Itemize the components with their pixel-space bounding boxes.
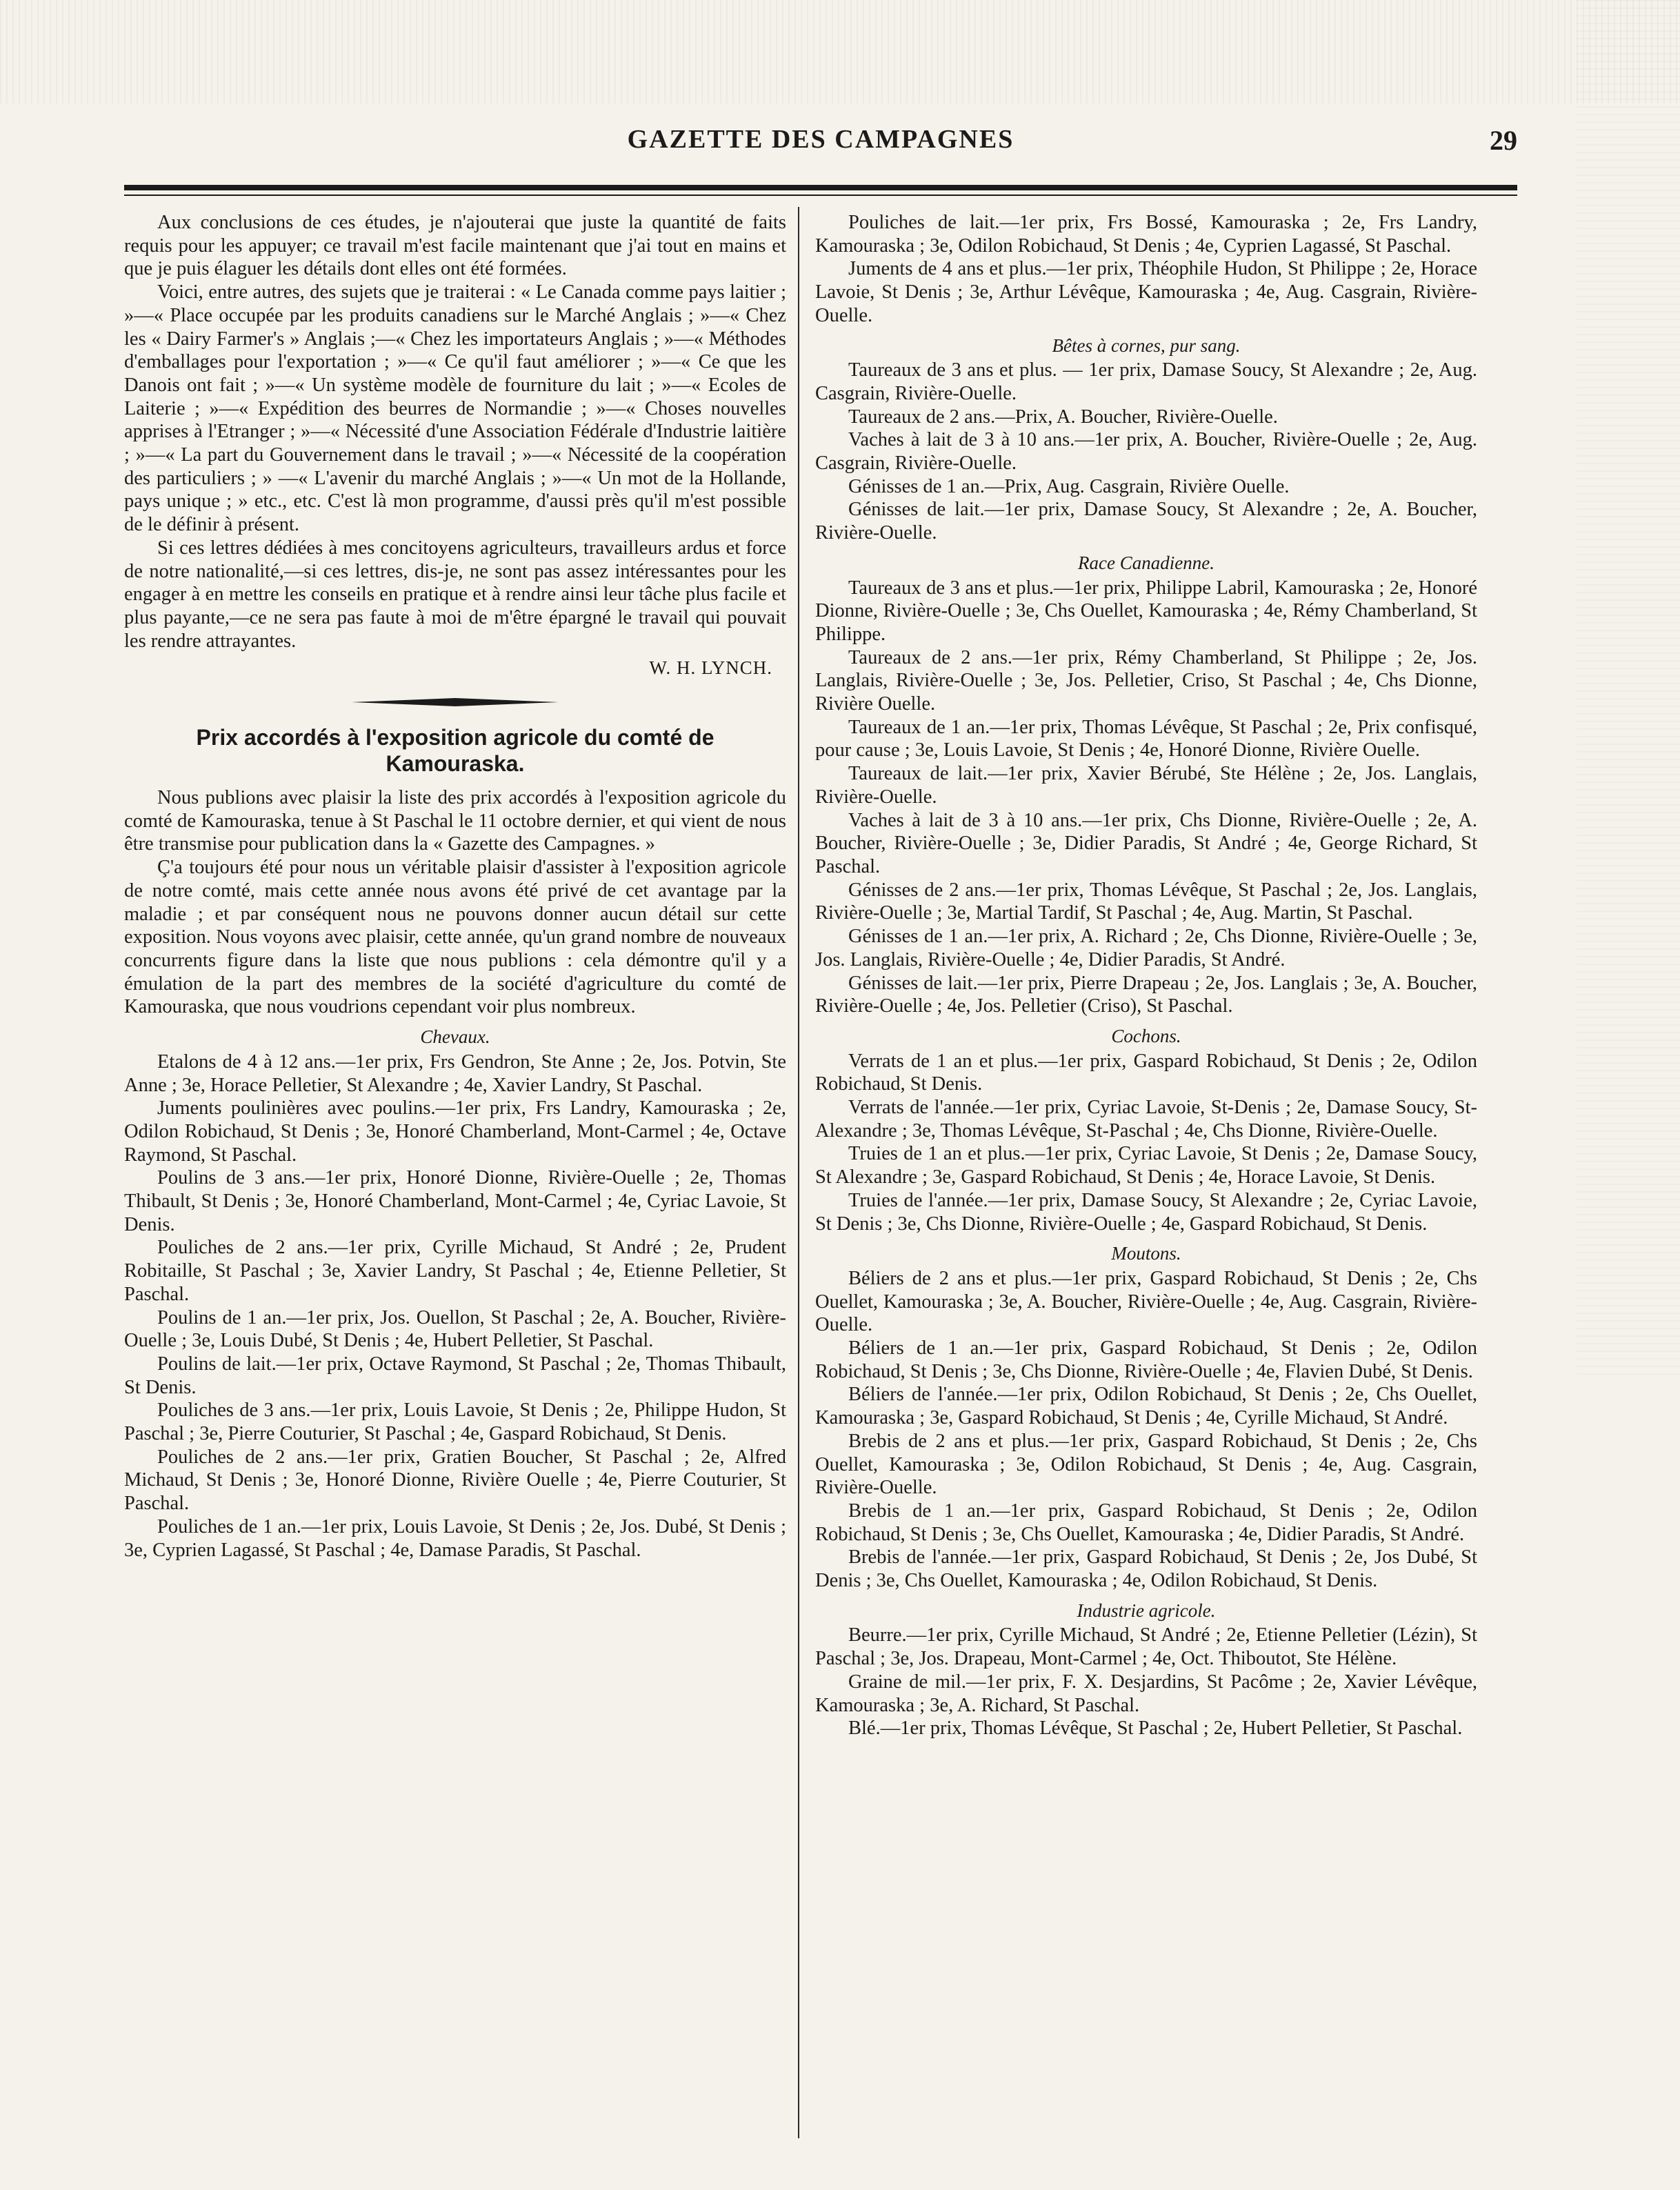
prize-entry: Béliers de 2 ans et plus.—1er prix, Gaspard Robichaud, St Denis ; 2e, Chs Ouellet, Kamouraska ; 3e, A. Boucher, Rivière-Ouelle ; 4e, Aug. Casgrain, Rivière-Ouelle. [815, 1267, 1477, 1336]
paragraph: Aux conclusions de ces études, je n'ajouterai que juste la quantité de faits requis pour les appuyer; ce travail m'est facile maintenant que j'ai tout en mains et que je puis élaguer les détails dont elles ont été formées. [124, 212, 786, 280]
prize-entry: Juments de 4 ans et plus.—1er prix, Théophile Hudon, St Philippe ; 2e, Horace Lavoie, St Denis ; 3e, Arthur Lévêque, Kamouraska ; 4e, Aug. Casgrain, Rivière-Ouelle. [815, 258, 1477, 326]
prize-entry: Truies de l'année.—1er prix, Damase Soucy, St Alexandre ; 2e, Cyriac Lavoie, St Denis ; 3e, Chs Dionne, Rivière-Ouelle ; 4e, Gaspard Robichaud, St Denis. [815, 1189, 1477, 1235]
print-speckle-top [0, 0, 1680, 103]
page-header [124, 124, 1517, 166]
article-title: Prix accordés à l'exposition agricole du comté de Kamouraska. [196, 725, 714, 777]
prize-entry: Béliers de l'année.—1er prix, Odilon Robichaud, St Denis ; 2e, Chs Ouellet, Kamouraska ; 3e, Gaspard Robichaud, St Denis ; 4e, Cyrille Michaud, St André. [815, 1384, 1477, 1429]
prize-entry: Pouliches de 3 ans.—1er prix, Louis Lavoie, St Denis ; 2e, Philippe Hudon, St Paschal ; 3e, Pierre Couturier, St Paschal ; 4e, Gaspard Robichaud, St Denis. [124, 1400, 786, 1445]
section-heading-moutons: Moutons. [1111, 1243, 1181, 1264]
right-column [815, 211, 1477, 1740]
prize-entry: Pouliches de 1 an.—1er prix, Louis Lavoie, St Denis ; 2e, Jos. Dubé, St Denis ; 3e, Cyprien Lagassé, St Paschal ; 4e, Damase Paradis, St Paschal. [124, 1515, 786, 1561]
prize-entry: Taureaux de 3 ans et plus.—1er prix, Philippe Labril, Kamouraska ; 2e, Honoré Dionne, Rivière-Ouelle ; 3e, Chs Ouellet, Kamouraska ; 4e, Rémy Chamberland, St Philippe. [815, 577, 1477, 645]
paragraph: Nous publions avec plaisir la liste des prix accordés à l'exposition agricole du comté de Kamouraska, tenue à St Paschal le 11 octobre dernier, et qui vient de nous être transmise pour publication dans la « Gazette des Campagnes. » [124, 787, 786, 855]
section-heading-chevaux: Chevaux. [420, 1026, 490, 1048]
newspaper-title: GAZETTE DES CAMPAGNES [627, 125, 1014, 154]
prize-entry: Génisses de 2 ans.—1er prix, Thomas Lévêque, St Paschal ; 2e, Jos. Langlais, Rivière-Ouelle ; 3e, Martial Tardif, St Paschal ; 4e, Aug. Martin, St Paschal. [815, 879, 1477, 924]
prize-entry: Pouliches de 2 ans.—1er prix, Cyrille Michaud, St André ; 2e, Prudent Robitaille, St Paschal ; 3e, Xavier Landry, St Paschal ; 4e, Etienne Pelletier, St Paschal. [124, 1237, 786, 1305]
prize-entry: Pouliches de 2 ans.—1er prix, Gratien Boucher, St Paschal ; 2e, Alfred Michaud, St Denis ; 3e, Honoré Dionne, Rivière Ouelle ; 4e, Pierre Couturier, St Paschal. [124, 1446, 786, 1515]
prize-entry: Pouliches de lait.—1er prix, Frs Bossé, Kamouraska ; 2e, Frs Landry, Kamouraska ; 3e, Odilon Robichaud, St Denis ; 4e, Cyprien Lagassé, St Paschal. [815, 212, 1477, 257]
paragraph: Voici, entre autres, des sujets que je traiterai : « Le Canada comme pays laitier ; »—« Place occupée par les produits canadiens sur le Marché Anglais ; »—« Chez les « Dairy Farmer's » Anglais ;—« Chez les importateurs Anglais ; »—« Méthodes d'emballages pour l'exportation ; »—« Ce qu'il faut améliorer ; »—« Ce que les Danois ont fait ; »—« Un système modèle de fourniture du lait ; »—« Ecoles de Laiterie ; »—« Expédition des beurres de Normandie ; »—« Choses nouvelles apprises à l'Etranger ; »—« Nécessité d'une Association Fédérale d'Industrie laitière ; »—« La part du Gouvernement dans le travail ; »—« Nécessité de la coopération des particuliers ; » —« L'avenir du marché Anglais ; »—« Un mot de la Hollande, pays unique ; » etc., etc. C'est là mon programme, d'aussi près qu'il m'est possible de le définir à présent. [124, 281, 786, 536]
section-heading-cochons: Cochons. [1111, 1025, 1181, 1046]
prize-entry: Taureaux de 1 an.—1er prix, Thomas Lévêque, St Paschal ; 2e, Prix confisqué, pour cause ; 3e, Louis Lavoie, St Denis ; 4e, Honoré Dionne, Rivière Ouelle. [815, 716, 1477, 761]
section-heading-race-canadienne: Race Canadienne. [1078, 552, 1214, 573]
prize-entry: Juments poulinières avec poulins.—1er prix, Frs Landry, Kamouraska ; 2e, Odilon Robichaud, St Denis ; 3e, Honoré Chamberland, Mont-Carmel ; 4e, Octave Raymond, St Paschal. [124, 1097, 786, 1166]
prize-entry: Taureaux de 3 ans et plus. — 1er prix, Damase Soucy, St Alexandre ; 2e, Aug. Casgrain, Rivière-Ouelle. [815, 359, 1477, 404]
print-speckle-right [1577, 0, 1680, 1380]
header-rule-thick [124, 185, 1517, 190]
prize-entry: Poulins de 3 ans.—1er prix, Honoré Dionne, Rivière-Ouelle ; 2e, Thomas Thibault, St Denis ; 3e, Honoré Chamberland, Mont-Carmel ; 4e, Cyriac Lavoie, St Denis. [124, 1167, 786, 1235]
section-heading-industrie-agricole: Industrie agricole. [1077, 1600, 1216, 1621]
prize-entry: Taureaux de 2 ans.—1er prix, Rémy Chamberland, St Philippe ; 2e, Jos. Langlais, Rivière-Ouelle ; 3e, Jos. Pelletier, Criso, St Paschal ; 4e, Chs Dionne, Rivière Ouelle. [815, 646, 1477, 715]
prize-entry: Brebis de 1 an.—1er prix, Gaspard Robichaud, St Denis ; 2e, Odilon Robichaud, St Denis ; 3e, Chs Ouellet, Kamouraska ; 4e, Didier Paradis, St André. [815, 1500, 1477, 1545]
prize-entry: Génisses de lait.—1er prix, Damase Soucy, St Alexandre ; 2e, A. Boucher, Rivière-Ouelle. [815, 499, 1477, 544]
paragraph: Ç'a toujours été pour nous un véritable plaisir d'assister à l'exposition agricole de notre comté, mais cette année nous avons été privé de cet avantage par la maladie ; et par conséquent nous ne pouvons donner aucun détail sur cette exposition. Nous voyons avec plaisir, cette année, qu'un grand nombre de nouveaux concurrents figure dans la liste que nous publions : cela démontre qu'il y a émulation de la part des membres de la société d'agriculture du comté de Kamouraska, que nous voudrions cependant voir plus nombreux. [124, 857, 786, 1018]
header-rule-thin [124, 195, 1517, 196]
prize-entry: Beurre.—1er prix, Cyrille Michaud, St André ; 2e, Etienne Pelletier (Lézin), St Paschal ; 3e, Jos. Drapeau, Mont-Carmel ; 4e, Oct. Thiboutot, Ste Hélène. [815, 1624, 1477, 1670]
prize-entry: Graine de mil.—1er prix, F. X. Desjardins, St Pacôme ; 2e, Xavier Lévêque, Kamouraska ; 3e, A. Richard, St Paschal. [815, 1671, 1477, 1716]
prize-entry: Blé.—1er prix, Thomas Lévêque, St Paschal ; 2e, Hubert Pelletier, St Paschal. [848, 1718, 1463, 1740]
page-number: 29 [1490, 125, 1517, 156]
prize-entry: Poulins de lait.—1er prix, Octave Raymond, St Paschal ; 2e, Thomas Thibault, St Denis. [124, 1353, 786, 1398]
prize-entry: Etalons de 4 à 12 ans.—1er prix, Frs Gendron, Ste Anne ; 2e, Jos. Potvin, Ste Anne ; 3e, Horace Pelletier, St Alexandre ; 4e, Xavier Landry, St Paschal. [124, 1051, 786, 1096]
prize-entry: Poulins de 1 an.—1er prix, Jos. Ouellon, St Paschal ; 2e, A. Boucher, Rivière-Ouelle ; 3e, Louis Dubé, St Denis ; 4e, Hubert Pelletier, St Paschal. [124, 1306, 786, 1352]
column-divider [798, 207, 799, 2138]
prize-entry: Taureaux de lait.—1er prix, Xavier Bérubé, Ste Hélène ; 2e, Jos. Langlais, Rivière-Ouelle. [815, 763, 1477, 808]
prize-entry: Béliers de 1 an.—1er prix, Gaspard Robichaud, St Denis ; 2e, Odilon Robichaud, St Denis ; 3e, Chs Dionne, Rivière-Ouelle ; 4e, Flavien Dubé, St Denis. [815, 1337, 1477, 1382]
ornamental-rule [352, 695, 559, 709]
prize-entry: Génisses de 1 an.—Prix, Aug. Casgrain, Rivière Ouelle. [848, 475, 1290, 497]
prize-entry: Brebis de 2 ans et plus.—1er prix, Gaspard Robichaud, St Denis ; 2e, Chs Ouellet, Kamouraska ; 3e, Odilon Robichaud, St Denis ; 4e, Aug. Casgrain, Rivière-Ouelle. [815, 1430, 1477, 1499]
prize-entry: Génisses de 1 an.—1er prix, A. Richard ; 2e, Chs Dionne, Rivière-Ouelle ; 3e, Jos. Langlais, Rivière-Ouelle ; 4e, Didier Paradis, St André. [815, 926, 1477, 970]
prize-entry: Truies de 1 an et plus.—1er prix, Cyriac Lavoie, St Denis ; 2e, Damase Soucy, St Alexandre ; 3e, Gaspard Robichaud, St Denis ; 4e, Horace Lavoie, St Denis. [815, 1143, 1477, 1188]
prize-entry: Vaches à lait de 3 à 10 ans.—1er prix, Chs Dionne, Rivière-Ouelle ; 2e, A. Boucher, Rivière-Ouelle ; 3e, Didier Paradis, St André ; 4e, George Richard, St Paschal. [815, 809, 1477, 877]
prize-entry: Taureaux de 2 ans.—Prix, A. Boucher, Rivière-Ouelle. [848, 406, 1278, 428]
section-heading-betes-a-cornes: Bêtes à cornes, pur sang. [1052, 335, 1241, 356]
prize-entry: Verrats de 1 an et plus.—1er prix, Gaspard Robichaud, St Denis ; 2e, Odilon Robichaud, St Denis. [815, 1050, 1477, 1095]
prize-entry: Génisses de lait.—1er prix, Pierre Drapeau ; 2e, Jos. Langlais ; 3e, A. Boucher, Rivière-Ouelle ; 4e, Jos. Pelletier (Criso), St Paschal. [815, 972, 1477, 1017]
prize-entry: Brebis de l'année.—1er prix, Gaspard Robichaud, St Denis ; 2e, Jos Dubé, St Denis ; 3e, Chs Ouellet, Kamouraska ; 4e, Odilon Robichaud, St Denis. [815, 1546, 1477, 1592]
paragraph: Si ces lettres dédiées à mes concitoyens agriculteurs, travailleurs ardus et force de notre nationalité,—si ces lettres, dis-je, ne sont pas assez intéressantes pour les engager à en mettre les conseils en pratique et à rendre ainsi leur tâche plus facile et plus payante,—ce ne sera pas faute à moi de m'être épargné le travail qui pouvait les rendre attrayantes. [124, 537, 786, 652]
left-column [124, 211, 786, 1562]
author-signature: W. H. LYNCH. [649, 657, 772, 679]
prize-entry: Verrats de l'année.—1er prix, Cyriac Lavoie, St-Denis ; 2e, Damase Soucy, St-Alexandre ; 3e, Thomas Lévêque, St-Paschal ; 4e, Chs Dionne, Rivière-Ouelle. [815, 1097, 1477, 1142]
prize-entry: Vaches à lait de 3 à 10 ans.—1er prix, A. Boucher, Rivière-Ouelle ; 2e, Aug. Casgrain, Rivière-Ouelle. [815, 429, 1477, 475]
